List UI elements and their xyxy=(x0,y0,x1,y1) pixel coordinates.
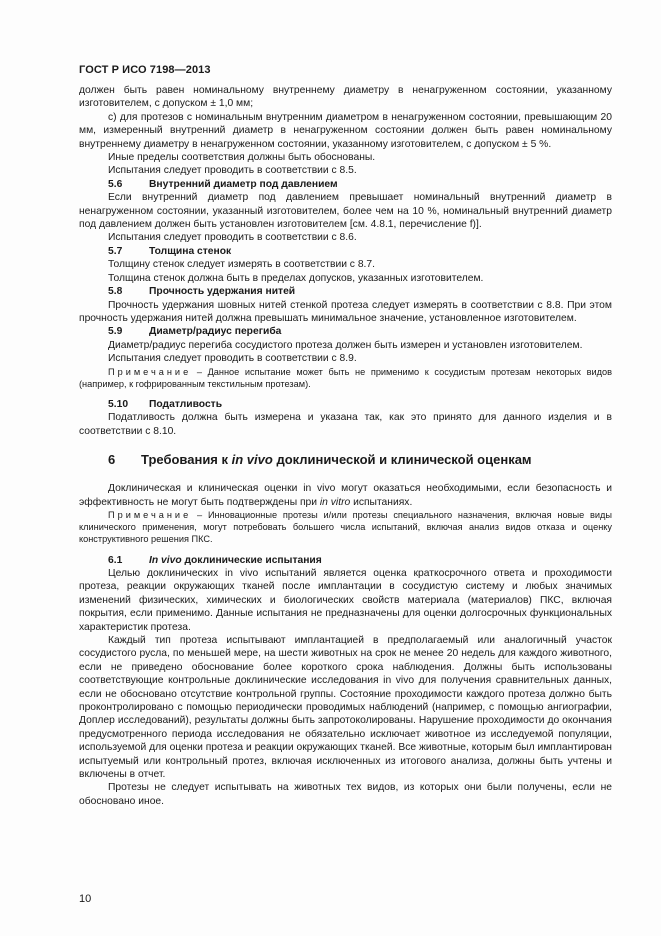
paragraph-text-end: испытаниях. xyxy=(350,496,413,508)
paragraph: Испытания следует проводить в соответствии с 8.9. xyxy=(108,353,357,365)
section-number: 5.10 xyxy=(108,398,129,410)
section-title: Диаметр/радиус перегиба xyxy=(149,326,282,338)
section-number: 6 xyxy=(108,452,116,468)
paragraph: должен быть равен номинальному внутреннему диаметру в ненагруженном состоянии, указанному изготовителем, с допуском ± 1,0 мм; xyxy=(79,85,612,110)
section-title-italic: In vivo xyxy=(149,554,182,566)
page-body xyxy=(79,84,612,808)
section-heading-5-8 xyxy=(79,285,612,298)
section-heading-5-6 xyxy=(79,178,612,191)
section-title: Требования к xyxy=(141,452,232,468)
section-title: Внутренний диаметр под давлением xyxy=(149,178,338,190)
paragraph: Испытания следует проводить в соответствии с 8.6. xyxy=(108,232,357,244)
paragraph: с) для протезов с номинальным внутренним диаметром в ненагруженном состоянии, превышающим 20 мм, измеренный внутренний диаметр в ненагруженном состоянии должен быть равен номинальному внутреннему диаметру в ненагруженном состоянии, указанному изготовителем, с допуском ± 5 %. xyxy=(79,111,612,150)
section-title: доклинические испытания xyxy=(181,554,322,566)
section-number: 5.6 xyxy=(108,178,123,190)
section-number: 5.8 xyxy=(108,286,123,298)
note-text: – Инновационные протезы и/или протезы специального назначения, включая новые виды клинического применения, могут потребовать большего числа испытаний, включая анализ видов отказа и оценку конструктивного решения ПКС. xyxy=(79,509,612,545)
paragraph: Диаметр/радиус перегиба сосудистого протеза должен быть измерен и установлен изготовителем. xyxy=(108,339,583,351)
section-number: 5.9 xyxy=(108,326,123,338)
paragraph: Испытания следует проводить в соответствии с 8.5. xyxy=(108,165,357,177)
section-heading-5-9 xyxy=(79,325,612,338)
paragraph: Если внутренний диаметр под давлением превышает номинальный внутренний диаметр в ненагруженном состоянии, указанный изготовителем, более чем на 10 %, номинальный внутренний диаметр под давлением должен быть установлен изготовителем [см. 4.8.1, перечисление f)]. xyxy=(79,192,612,231)
section-heading-6-1 xyxy=(79,554,612,567)
section-title-italic: in vivo xyxy=(231,452,273,468)
note-label: Примечание xyxy=(108,509,192,520)
paragraph: Целью доклинических in vivo испытаний является оценка краткосрочного ответа и проходимости протеза, реакции окружающих тканей после имплантации в сосудистую систему и любых значимых изменений физических, химических и биологических свойств материала (материалов) ПКС, включая покрытия, если применимо. Данные испытания не предназначены для оценки долгосрочных функциональных характеристик протеза. xyxy=(79,567,612,633)
note-text: – Данное испытание может быть не применимо к сосудистым протезам некоторых видов (например, к гофрированным текстильным протезам). xyxy=(79,366,612,389)
section-heading-5-10 xyxy=(79,398,612,411)
paragraph: Протезы не следует испытывать на животных тех видов, из которых они были получены, если не обосновано иное. xyxy=(79,782,612,807)
section-title: Прочность удержания нитей xyxy=(149,286,296,298)
note xyxy=(79,509,612,546)
section-title: Податливость xyxy=(149,398,223,410)
paragraph-text: Доклиническая и клиническая оценки in vivo могут оказаться необходимыми, если безопасность и эффективность не могут быть подтверждены при xyxy=(79,483,612,508)
paragraph: Толщину стенок следует измерять в соответствии с 8.7. xyxy=(108,259,375,271)
page-number: 10 xyxy=(79,893,92,905)
section-number: 5.7 xyxy=(108,245,123,257)
section-title-rest: доклинической и клинической оценкам xyxy=(272,452,532,468)
note xyxy=(79,366,612,390)
paragraph: Податливость должна быть измерена и указана так, как это принято для данного изделия и в соответствии с 8.10. xyxy=(79,412,612,437)
document-header: ГОСТ Р ИСО 7198—2013 xyxy=(79,64,211,76)
section-number: 6.1 xyxy=(108,554,123,566)
paragraph: Прочность удержания шовных нитей стенкой протеза следует измерять в соответствии с 8.8. При этом прочность удержания нитей должна превышать минимальное значение, установленное изготовителем. xyxy=(79,299,612,324)
section-title: Толщина стенок xyxy=(149,245,232,257)
paragraph-italic: in vitro xyxy=(319,496,351,508)
paragraph: Толщина стенок должна быть в пределах допусков, указанных изготовителем. xyxy=(108,272,484,284)
paragraph xyxy=(79,482,612,509)
section-heading-5-7 xyxy=(79,245,612,258)
paragraph: Иные пределы соответствия должны быть обоснованы. xyxy=(108,152,376,164)
paragraph: Каждый тип протеза испытывают имплантацией в предполагаемый или аналогичный участок сосудистого русла, по меньшей мере, на шести животных на срок не менее 20 недель для каждого животного, если не приведено обоснование более короткого срока наблюдения. Должны быть использованы соответствующие контрольные доклинические исследования in vivo для получения сравнительных данных, если не обосновано отсутствие контрольной группы. Состояние проходимости каждого протеза должно быть проконтролировано с помощью периодически проводимых наблюдений (например, с помощью ангиографии, Доплер исследований), результаты должны быть запротоколированы. Нарушение проходимости до окончания предусмотренного периода исследования не обязательно исключает животное из исследуемой популяции, используемой для оценки протеза и реакции окружающих тканей. Все животные, которым был имплантирован испытуемый или контрольный протез, включая исключенных из итогового анализа, должны быть учтены и включены в отчет. xyxy=(79,635,612,781)
note-label: Примечание xyxy=(108,366,192,377)
section-heading-6 xyxy=(79,452,612,468)
